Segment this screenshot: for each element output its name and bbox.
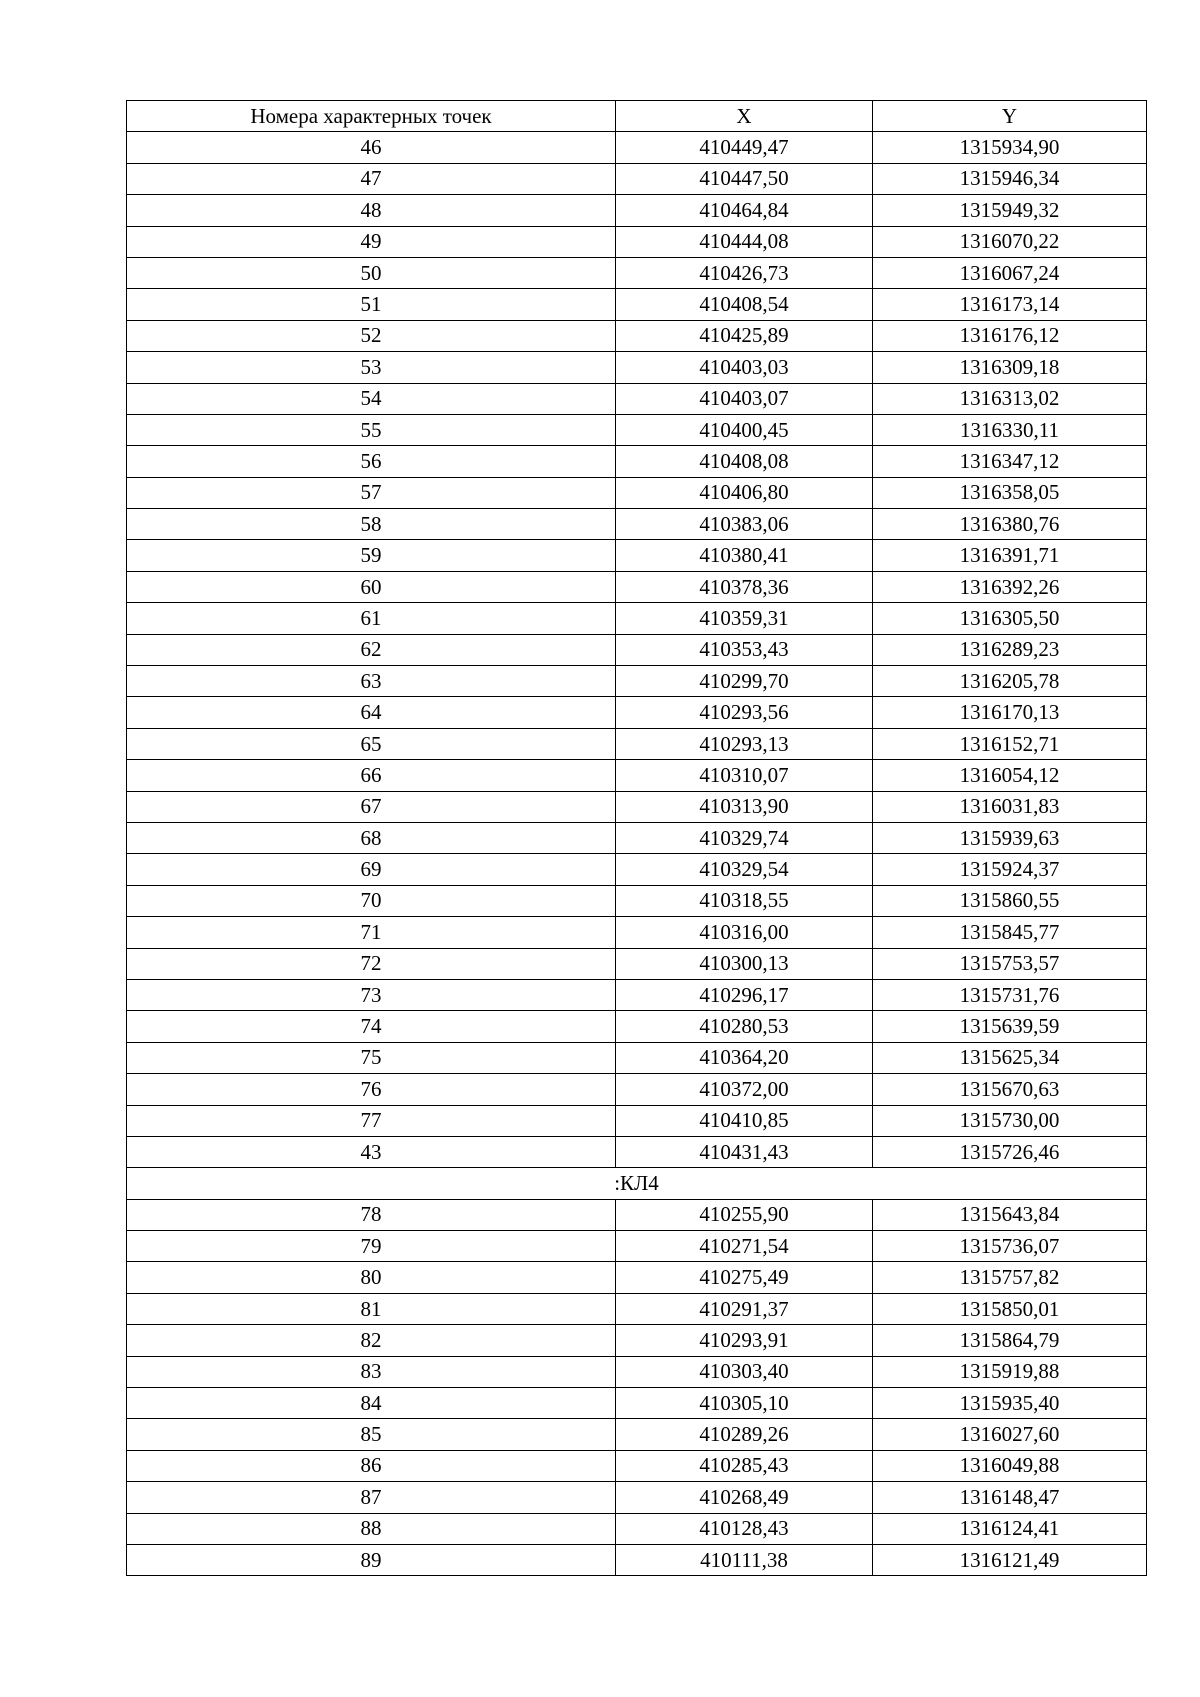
point-number-cell: 65 (127, 728, 616, 759)
y-coordinate-cell: 1315643,84 (873, 1199, 1147, 1230)
y-coordinate-cell: 1316380,76 (873, 509, 1147, 540)
point-number-cell: 82 (127, 1325, 616, 1356)
y-coordinate-cell: 1316347,12 (873, 446, 1147, 477)
point-number-cell: 48 (127, 195, 616, 226)
y-coordinate-cell: 1316205,78 (873, 666, 1147, 697)
y-coordinate-cell: 1316049,88 (873, 1450, 1147, 1481)
x-coordinate-cell: 410318,55 (616, 885, 873, 916)
point-number-cell: 67 (127, 791, 616, 822)
y-coordinate-cell: 1316173,14 (873, 289, 1147, 320)
x-coordinate-cell: 410293,91 (616, 1325, 873, 1356)
table-row (127, 1325, 1147, 1356)
x-coordinate-cell: 410305,10 (616, 1388, 873, 1419)
point-number-cell: 78 (127, 1199, 616, 1230)
table-row (127, 760, 1147, 791)
table-row (127, 509, 1147, 540)
y-coordinate-cell: 1316289,23 (873, 634, 1147, 665)
y-coordinate-cell: 1315924,37 (873, 854, 1147, 885)
x-coordinate-cell: 410431,43 (616, 1136, 873, 1167)
table-row (127, 226, 1147, 257)
point-number-cell: 56 (127, 446, 616, 477)
y-coordinate-cell: 1315939,63 (873, 822, 1147, 853)
point-number-cell: 49 (127, 226, 616, 257)
table-row (127, 1042, 1147, 1073)
point-number-cell: 80 (127, 1262, 616, 1293)
table-row (127, 163, 1147, 194)
x-coordinate-cell: 410111,38 (616, 1544, 873, 1575)
y-coordinate-cell: 1316170,13 (873, 697, 1147, 728)
point-number-cell: 86 (127, 1450, 616, 1481)
x-coordinate-cell: 410310,07 (616, 760, 873, 791)
x-coordinate-cell: 410289,26 (616, 1419, 873, 1450)
table-row (127, 697, 1147, 728)
y-coordinate-cell: 1315949,32 (873, 195, 1147, 226)
table-header-row (127, 101, 1147, 132)
x-coordinate-cell: 410313,90 (616, 791, 873, 822)
table-row (127, 540, 1147, 571)
table-row (127, 1231, 1147, 1262)
x-coordinate-cell: 410410,85 (616, 1105, 873, 1136)
x-coordinate-cell: 410296,17 (616, 979, 873, 1010)
table-row (127, 1356, 1147, 1387)
table-row (127, 603, 1147, 634)
x-coordinate-cell: 410364,20 (616, 1042, 873, 1073)
point-number-cell: 77 (127, 1105, 616, 1136)
point-number-cell: 88 (127, 1513, 616, 1544)
y-coordinate-cell: 1316313,02 (873, 383, 1147, 414)
x-coordinate-cell: 410403,07 (616, 383, 873, 414)
point-number-cell: 46 (127, 132, 616, 163)
x-coordinate-cell: 410400,45 (616, 414, 873, 445)
x-coordinate-cell: 410447,50 (616, 163, 873, 194)
section-title-row (127, 1168, 1147, 1199)
table-row (127, 289, 1147, 320)
table-row (127, 477, 1147, 508)
point-number-cell: 85 (127, 1419, 616, 1450)
x-coordinate-cell: 410280,53 (616, 1011, 873, 1042)
table-row (127, 571, 1147, 602)
table-row (127, 666, 1147, 697)
point-number-cell: 72 (127, 948, 616, 979)
section-title: :КЛ4 (127, 1168, 1147, 1199)
table-row (127, 1199, 1147, 1230)
table-body (127, 132, 1147, 1576)
x-coordinate-cell: 410128,43 (616, 1513, 873, 1544)
point-number-cell: 68 (127, 822, 616, 853)
table-row (127, 634, 1147, 665)
y-coordinate-cell: 1315736,07 (873, 1231, 1147, 1262)
x-coordinate-cell: 410271,54 (616, 1231, 873, 1262)
table-row (127, 132, 1147, 163)
point-number-cell: 51 (127, 289, 616, 320)
table-row (127, 1136, 1147, 1167)
y-coordinate-cell: 1315726,46 (873, 1136, 1147, 1167)
y-coordinate-cell: 1316148,47 (873, 1482, 1147, 1513)
table-row (127, 791, 1147, 822)
x-coordinate-cell: 410426,73 (616, 257, 873, 288)
x-coordinate-cell: 410444,08 (616, 226, 873, 257)
x-coordinate-cell: 410285,43 (616, 1450, 873, 1481)
point-number-cell: 89 (127, 1544, 616, 1575)
x-coordinate-cell: 410403,03 (616, 352, 873, 383)
table-row (127, 979, 1147, 1010)
y-coordinate-cell: 1316067,24 (873, 257, 1147, 288)
coordinates-table (126, 100, 1147, 1576)
y-coordinate-cell: 1316054,12 (873, 760, 1147, 791)
y-coordinate-cell: 1316124,41 (873, 1513, 1147, 1544)
x-coordinate-cell: 410464,84 (616, 195, 873, 226)
point-number-cell: 76 (127, 1074, 616, 1105)
header-point-numbers: Номера характерных точек (127, 101, 616, 132)
point-number-cell: 64 (127, 697, 616, 728)
y-coordinate-cell: 1315934,90 (873, 132, 1147, 163)
header-y: Y (873, 101, 1147, 132)
y-coordinate-cell: 1315625,34 (873, 1042, 1147, 1073)
table-row (127, 195, 1147, 226)
y-coordinate-cell: 1315639,59 (873, 1011, 1147, 1042)
x-coordinate-cell: 410316,00 (616, 917, 873, 948)
table-row (127, 728, 1147, 759)
table-row (127, 854, 1147, 885)
point-number-cell: 53 (127, 352, 616, 383)
x-coordinate-cell: 410275,49 (616, 1262, 873, 1293)
table-row (127, 1011, 1147, 1042)
point-number-cell: 58 (127, 509, 616, 540)
y-coordinate-cell: 1315845,77 (873, 917, 1147, 948)
x-coordinate-cell: 410293,56 (616, 697, 873, 728)
point-number-cell: 74 (127, 1011, 616, 1042)
table-row (127, 414, 1147, 445)
y-coordinate-cell: 1316027,60 (873, 1419, 1147, 1450)
y-coordinate-cell: 1316121,49 (873, 1544, 1147, 1575)
y-coordinate-cell: 1316358,05 (873, 477, 1147, 508)
point-number-cell: 83 (127, 1356, 616, 1387)
header-x: X (616, 101, 873, 132)
y-coordinate-cell: 1316031,83 (873, 791, 1147, 822)
y-coordinate-cell: 1315850,01 (873, 1293, 1147, 1324)
x-coordinate-cell: 410383,06 (616, 509, 873, 540)
table-row (127, 352, 1147, 383)
point-number-cell: 75 (127, 1042, 616, 1073)
point-number-cell: 84 (127, 1388, 616, 1419)
point-number-cell: 73 (127, 979, 616, 1010)
point-number-cell: 79 (127, 1231, 616, 1262)
x-coordinate-cell: 410268,49 (616, 1482, 873, 1513)
x-coordinate-cell: 410408,54 (616, 289, 873, 320)
table-row (127, 1450, 1147, 1481)
y-coordinate-cell: 1315753,57 (873, 948, 1147, 979)
y-coordinate-cell: 1315919,88 (873, 1356, 1147, 1387)
point-number-cell: 59 (127, 540, 616, 571)
table-row (127, 446, 1147, 477)
y-coordinate-cell: 1315670,63 (873, 1074, 1147, 1105)
x-coordinate-cell: 410300,13 (616, 948, 873, 979)
table-row (127, 1262, 1147, 1293)
table-row (127, 948, 1147, 979)
point-number-cell: 57 (127, 477, 616, 508)
table-row (127, 257, 1147, 288)
table-row (127, 822, 1147, 853)
point-number-cell: 70 (127, 885, 616, 916)
y-coordinate-cell: 1315731,76 (873, 979, 1147, 1010)
x-coordinate-cell: 410378,36 (616, 571, 873, 602)
x-coordinate-cell: 410291,37 (616, 1293, 873, 1324)
point-number-cell: 60 (127, 571, 616, 602)
y-coordinate-cell: 1316152,71 (873, 728, 1147, 759)
point-number-cell: 87 (127, 1482, 616, 1513)
x-coordinate-cell: 410449,47 (616, 132, 873, 163)
y-coordinate-cell: 1316070,22 (873, 226, 1147, 257)
table-row (127, 1544, 1147, 1575)
point-number-cell: 52 (127, 320, 616, 351)
table-row (127, 1105, 1147, 1136)
table-row (127, 1513, 1147, 1544)
x-coordinate-cell: 410303,40 (616, 1356, 873, 1387)
y-coordinate-cell: 1315860,55 (873, 885, 1147, 916)
y-coordinate-cell: 1316176,12 (873, 320, 1147, 351)
y-coordinate-cell: 1315730,00 (873, 1105, 1147, 1136)
y-coordinate-cell: 1315757,82 (873, 1262, 1147, 1293)
y-coordinate-cell: 1316330,11 (873, 414, 1147, 445)
point-number-cell: 71 (127, 917, 616, 948)
point-number-cell: 63 (127, 666, 616, 697)
y-coordinate-cell: 1315946,34 (873, 163, 1147, 194)
y-coordinate-cell: 1315864,79 (873, 1325, 1147, 1356)
point-number-cell: 81 (127, 1293, 616, 1324)
table-row (127, 1293, 1147, 1324)
x-coordinate-cell: 410329,74 (616, 822, 873, 853)
y-coordinate-cell: 1316392,26 (873, 571, 1147, 602)
y-coordinate-cell: 1316309,18 (873, 352, 1147, 383)
x-coordinate-cell: 410380,41 (616, 540, 873, 571)
x-coordinate-cell: 410293,13 (616, 728, 873, 759)
point-number-cell: 62 (127, 634, 616, 665)
point-number-cell: 61 (127, 603, 616, 634)
y-coordinate-cell: 1315935,40 (873, 1388, 1147, 1419)
y-coordinate-cell: 1316391,71 (873, 540, 1147, 571)
x-coordinate-cell: 410406,80 (616, 477, 873, 508)
x-coordinate-cell: 410425,89 (616, 320, 873, 351)
point-number-cell: 66 (127, 760, 616, 791)
x-coordinate-cell: 410329,54 (616, 854, 873, 885)
x-coordinate-cell: 410408,08 (616, 446, 873, 477)
x-coordinate-cell: 410353,43 (616, 634, 873, 665)
point-number-cell: 50 (127, 257, 616, 288)
point-number-cell: 69 (127, 854, 616, 885)
table-row (127, 1074, 1147, 1105)
x-coordinate-cell: 410255,90 (616, 1199, 873, 1230)
table-row (127, 383, 1147, 414)
x-coordinate-cell: 410372,00 (616, 1074, 873, 1105)
x-coordinate-cell: 410299,70 (616, 666, 873, 697)
table-row (127, 1482, 1147, 1513)
table-row (127, 885, 1147, 916)
table-row (127, 1388, 1147, 1419)
table-row (127, 917, 1147, 948)
point-number-cell: 54 (127, 383, 616, 414)
point-number-cell: 55 (127, 414, 616, 445)
table-row (127, 1419, 1147, 1450)
table-row (127, 320, 1147, 351)
y-coordinate-cell: 1316305,50 (873, 603, 1147, 634)
point-number-cell: 47 (127, 163, 616, 194)
point-number-cell: 43 (127, 1136, 616, 1167)
x-coordinate-cell: 410359,31 (616, 603, 873, 634)
